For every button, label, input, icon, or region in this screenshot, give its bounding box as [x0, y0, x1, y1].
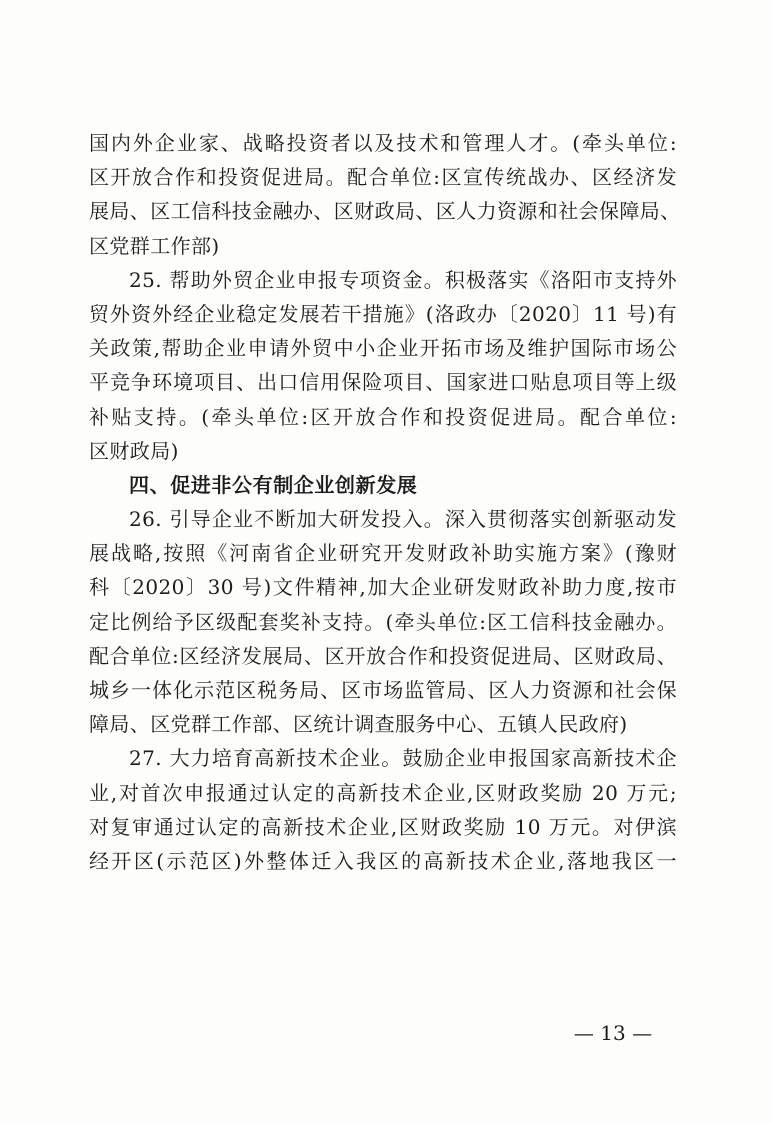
text-line: 平竞争环境项目、出口信用保险项目、国家进口贴息项目等上级	[89, 370, 677, 395]
page-number: — 13 —	[573, 1021, 653, 1045]
text-line: 25. 帮助外贸企业申报专项资金。积极落实《洛阳市支持外	[129, 267, 677, 292]
text-line: 经开区(示范区)外整体迁入我区的高新技术企业,落地我区一	[89, 848, 677, 873]
text-line: 城乡一体化示范区税务局、区市场监管局、区人力资源和社会保	[89, 678, 677, 702]
text-line: 科〔2020〕30 号)文件精神,加大企业研发财政补助力度,按市	[89, 575, 677, 600]
text-line: 26. 引导企业不断加大研发投入。深入贯彻落实创新驱动发	[129, 507, 677, 532]
paragraph-item-25	[89, 263, 677, 468]
text-line: 补贴支持。(牵头单位:区开放合作和投资促进局。配合单位:	[89, 404, 677, 429]
text-line: 区财政局)	[89, 438, 179, 463]
text-line: 区党群工作部)	[89, 233, 220, 258]
text-line: 业,对首次申报通过认定的高新技术企业,区财政奖励 20 万元;	[89, 780, 677, 805]
text-line: 对复审通过认定的高新技术企业,区财政奖励 10 万元。对伊滨	[89, 814, 677, 839]
paragraph-carryover	[89, 126, 681, 263]
text-line: 27. 大力培育高新技术企业。鼓励企业申报国家高新技术企	[129, 746, 677, 771]
text-line: 配合单位:区经济发展局、区开放合作和投资促进局、区财政局、	[89, 643, 677, 668]
paragraph-item-27	[89, 741, 677, 878]
paragraph-item-26	[89, 502, 677, 741]
text-line: 定比例给予区级配套奖补支持。(牵头单位:区工信科技金融办。	[89, 609, 677, 634]
document-body	[89, 126, 681, 878]
text-line: 关政策,帮助企业申请外贸中小企业开拓市场及维护国际市场公	[89, 336, 677, 361]
text-line: 展战略,按照《河南省企业研究开发财政补助实施方案》(豫财	[89, 541, 677, 566]
text-line: 区开放合作和投资促进局。配合单位:区宣传统战办、区经济发	[89, 165, 677, 190]
text-line: 国内外企业家、战略投资者以及技术和管理人才。(牵头单位:	[89, 131, 677, 155]
text-line: 障局、区党群工作部、区统计调查服务中心、五镇人民政府)	[89, 712, 628, 737]
text-line: 展局、区工信科技金融办、区财政局、区人力资源和社会保障局、	[89, 199, 681, 224]
text-line: 贸外资外经企业稳定发展若干措施》(洛政办〔2020〕11 号)有	[89, 301, 677, 326]
section-heading: 四、促进非公有制企业创新发展	[129, 472, 418, 497]
